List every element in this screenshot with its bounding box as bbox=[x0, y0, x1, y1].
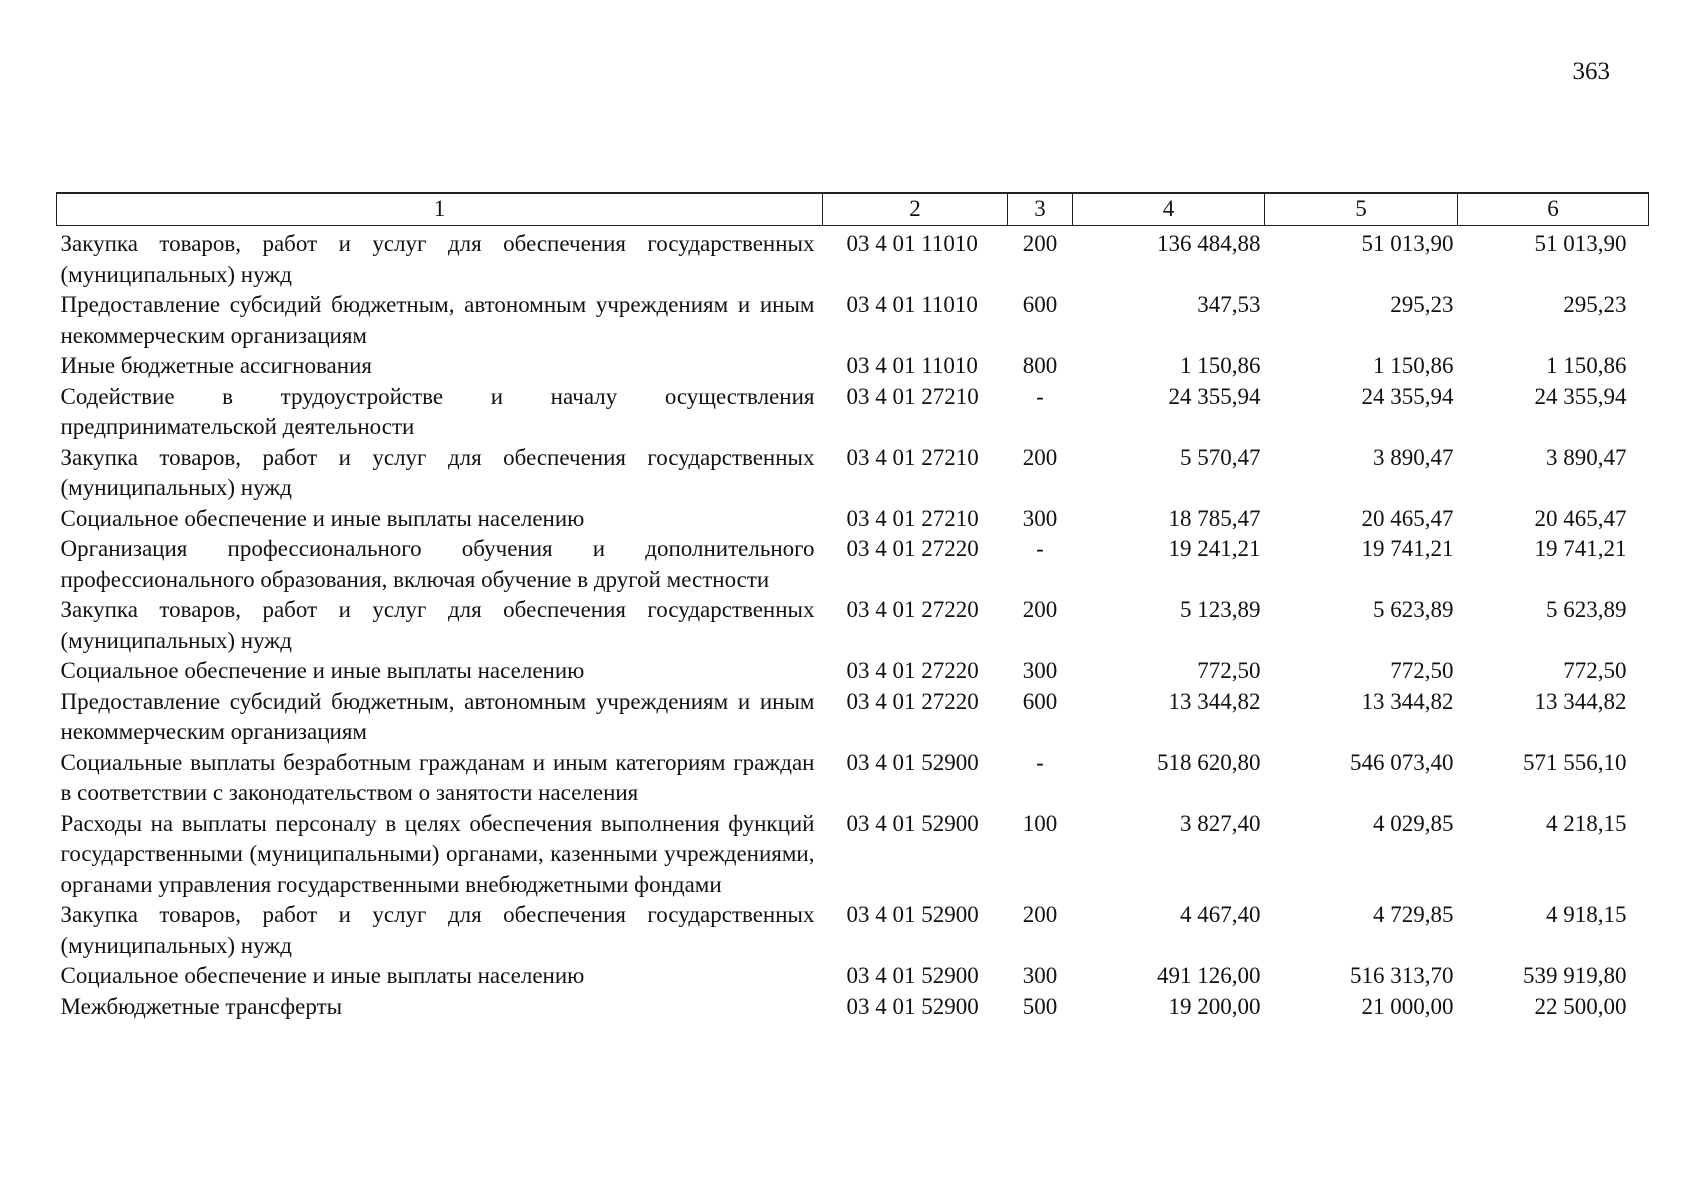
table-row bbox=[57, 992, 1649, 1023]
row-type-cell: 300 bbox=[1022, 963, 1058, 988]
row-value-6-cell: 24 355,94 bbox=[1534, 383, 1627, 409]
row-value-4-cell: 136 484,88 bbox=[1157, 231, 1261, 256]
row-value-6-cell: 3 890,47 bbox=[1546, 444, 1627, 470]
row-type-cell: 100 bbox=[1022, 810, 1058, 836]
row-value-6-cell: 4 918,15 bbox=[1546, 902, 1627, 927]
row-type-cell: 300 bbox=[1022, 658, 1058, 683]
row-name-cell: Предоставление субсидий бюджетным, автономным учреждениям и иным некоммерческим организациям bbox=[60, 688, 815, 744]
row-value-6-cell: 295,23 bbox=[1563, 292, 1627, 317]
row-code-cell: 03 4 01 11010 bbox=[846, 292, 978, 317]
row-name-cell: Закупка товаров, работ и услуг для обеспечения государственных (муниципальных) нужд bbox=[60, 902, 815, 958]
row-value-5-cell: 21 000,00 bbox=[1361, 993, 1454, 1019]
row-code-cell: 03 4 01 52900 bbox=[846, 749, 979, 775]
row-value-4-cell: 13 344,82 bbox=[1168, 688, 1261, 714]
row-value-5-cell: 4 729,85 bbox=[1373, 902, 1454, 927]
row-type-cell: 200 bbox=[1022, 231, 1058, 256]
row-value-5-cell: 20 465,47 bbox=[1361, 505, 1454, 531]
table-row bbox=[57, 351, 1649, 382]
row-value-5-cell: 13 344,82 bbox=[1361, 688, 1454, 714]
row-value-4-cell: 24 355,94 bbox=[1168, 383, 1261, 409]
row-code-cell: 03 4 01 27220 bbox=[846, 597, 979, 622]
row-code-cell: 03 4 01 52900 bbox=[846, 810, 979, 836]
row-type-cell: 800 bbox=[1022, 353, 1058, 378]
row-value-5-cell: 295,23 bbox=[1390, 292, 1454, 317]
row-type-cell: 200 bbox=[1022, 597, 1058, 622]
table-row bbox=[57, 656, 1649, 687]
row-value-4-cell: 18 785,47 bbox=[1168, 505, 1261, 531]
row-value-6-cell: 4 218,15 bbox=[1546, 810, 1627, 836]
column-header-3: 3 bbox=[1008, 193, 1073, 226]
column-header-5: 5 bbox=[1265, 193, 1458, 226]
page-number: 363 bbox=[1572, 58, 1610, 85]
row-value-6-cell: 19 741,21 bbox=[1534, 536, 1627, 561]
row-code-cell: 03 4 01 27210 bbox=[846, 444, 979, 470]
row-value-4-cell: 347,53 bbox=[1197, 292, 1261, 317]
row-value-5-cell: 19 741,21 bbox=[1361, 536, 1454, 561]
row-name-cell: Социальное обеспечение и иные выплаты населению bbox=[60, 505, 585, 531]
row-type-cell: 600 bbox=[1022, 292, 1058, 317]
row-code-cell: 03 4 01 11010 bbox=[846, 353, 978, 378]
budget-table bbox=[56, 192, 1649, 1022]
row-type-cell: 200 bbox=[1022, 902, 1058, 927]
row-type-cell: 500 bbox=[1022, 993, 1058, 1019]
row-name-cell: Закупка товаров, работ и услуг для обеспечения государственных (муниципальных) нужд bbox=[60, 231, 815, 287]
table-row bbox=[57, 687, 1649, 748]
row-name-cell: Закупка товаров, работ и услуг для обеспечения государственных (муниципальных) нужд bbox=[60, 597, 815, 653]
row-name-cell: Расходы на выплаты персоналу в целях обеспечения выполнения функций государственными (муниципальными) органами, казенными учреждениями, органами управления государственными внебюджетными фондами bbox=[60, 810, 815, 897]
row-value-6-cell: 571 556,10 bbox=[1523, 749, 1627, 775]
row-code-cell: 03 4 01 27220 bbox=[846, 688, 979, 714]
row-value-5-cell: 546 073,40 bbox=[1350, 749, 1454, 775]
row-value-5-cell: 24 355,94 bbox=[1361, 383, 1454, 409]
row-type-cell: 300 bbox=[1022, 505, 1058, 531]
table-row bbox=[57, 534, 1649, 595]
row-value-5-cell: 516 313,70 bbox=[1350, 963, 1454, 988]
table-row bbox=[57, 809, 1649, 901]
row-value-4-cell: 1 150,86 bbox=[1180, 353, 1261, 378]
table-row bbox=[57, 226, 1649, 291]
row-value-6-cell: 13 344,82 bbox=[1534, 688, 1627, 714]
row-name-cell: Межбюджетные трансферты bbox=[60, 993, 343, 1019]
row-value-6-cell: 20 465,47 bbox=[1534, 505, 1627, 531]
row-value-6-cell: 51 013,90 bbox=[1534, 231, 1627, 256]
table-row bbox=[57, 443, 1649, 504]
row-code-cell: 03 4 01 52900 bbox=[846, 902, 979, 927]
row-value-4-cell: 772,50 bbox=[1197, 658, 1261, 683]
row-code-cell: 03 4 01 27220 bbox=[846, 536, 979, 561]
table-row bbox=[57, 290, 1649, 351]
table-row bbox=[57, 504, 1649, 535]
header-row bbox=[57, 193, 1649, 226]
row-name-cell: Социальные выплаты безработным гражданам и иным категориям граждан в соответствии с законодательством о занятости населения bbox=[60, 749, 815, 805]
table-body bbox=[57, 226, 1649, 1023]
row-code-cell: 03 4 01 11010 bbox=[846, 231, 978, 256]
row-value-4-cell: 5 570,47 bbox=[1180, 444, 1261, 470]
row-value-5-cell: 1 150,86 bbox=[1373, 353, 1454, 378]
row-value-6-cell: 539 919,80 bbox=[1523, 963, 1627, 988]
row-value-4-cell: 19 241,21 bbox=[1168, 536, 1261, 561]
row-value-5-cell: 4 029,85 bbox=[1373, 810, 1454, 836]
column-header-6: 6 bbox=[1458, 193, 1649, 226]
row-type-cell: - bbox=[1036, 536, 1044, 561]
row-name-cell: Организация профессионального обучения и дополнительного профессионального образования, включая обучение в другой местности bbox=[60, 536, 815, 592]
row-name-cell: Закупка товаров, работ и услуг для обеспечения государственных (муниципальных) нужд bbox=[60, 444, 815, 500]
row-code-cell: 03 4 01 52900 bbox=[846, 993, 979, 1019]
row-name-cell: Предоставление субсидий бюджетным, автономным учреждениям и иным некоммерческим организациям bbox=[60, 292, 815, 348]
row-code-cell: 03 4 01 52900 bbox=[846, 963, 979, 988]
column-header-1: 1 bbox=[57, 193, 823, 226]
row-value-4-cell: 3 827,40 bbox=[1180, 810, 1261, 836]
row-code-cell: 03 4 01 27210 bbox=[846, 383, 979, 409]
row-type-cell: - bbox=[1036, 749, 1044, 775]
row-value-6-cell: 1 150,86 bbox=[1546, 353, 1627, 378]
row-type-cell: 200 bbox=[1022, 444, 1058, 470]
row-type-cell: 600 bbox=[1022, 688, 1058, 714]
table-row bbox=[57, 900, 1649, 961]
row-value-6-cell: 5 623,89 bbox=[1546, 597, 1627, 622]
row-value-4-cell: 5 123,89 bbox=[1180, 597, 1261, 622]
row-name-cell: Содействие в трудоустройстве и началу осуществления предпринимательской деятельности bbox=[60, 383, 815, 439]
row-value-5-cell: 772,50 bbox=[1390, 658, 1454, 683]
row-value-6-cell: 772,50 bbox=[1563, 658, 1627, 683]
row-name-cell: Социальное обеспечение и иные выплаты населению bbox=[60, 658, 585, 683]
table-row bbox=[57, 961, 1649, 992]
row-value-5-cell: 5 623,89 bbox=[1373, 597, 1454, 622]
row-type-cell: - bbox=[1036, 383, 1044, 409]
table-row bbox=[57, 748, 1649, 809]
row-value-5-cell: 51 013,90 bbox=[1361, 231, 1454, 256]
row-code-cell: 03 4 01 27210 bbox=[846, 505, 979, 531]
column-header-2: 2 bbox=[823, 193, 1008, 226]
row-value-4-cell: 491 126,00 bbox=[1157, 963, 1261, 988]
row-code-cell: 03 4 01 27220 bbox=[846, 658, 979, 683]
row-value-5-cell: 3 890,47 bbox=[1373, 444, 1454, 470]
table-row bbox=[57, 382, 1649, 443]
row-value-6-cell: 22 500,00 bbox=[1534, 993, 1627, 1019]
table-row bbox=[57, 595, 1649, 656]
row-value-4-cell: 19 200,00 bbox=[1168, 993, 1261, 1019]
row-name-cell: Социальное обеспечение и иные выплаты населению bbox=[60, 963, 585, 988]
row-value-4-cell: 518 620,80 bbox=[1157, 749, 1261, 775]
column-header-4: 4 bbox=[1073, 193, 1265, 226]
row-name-cell: Иные бюджетные ассигнования bbox=[60, 353, 372, 378]
row-value-4-cell: 4 467,40 bbox=[1180, 902, 1261, 927]
